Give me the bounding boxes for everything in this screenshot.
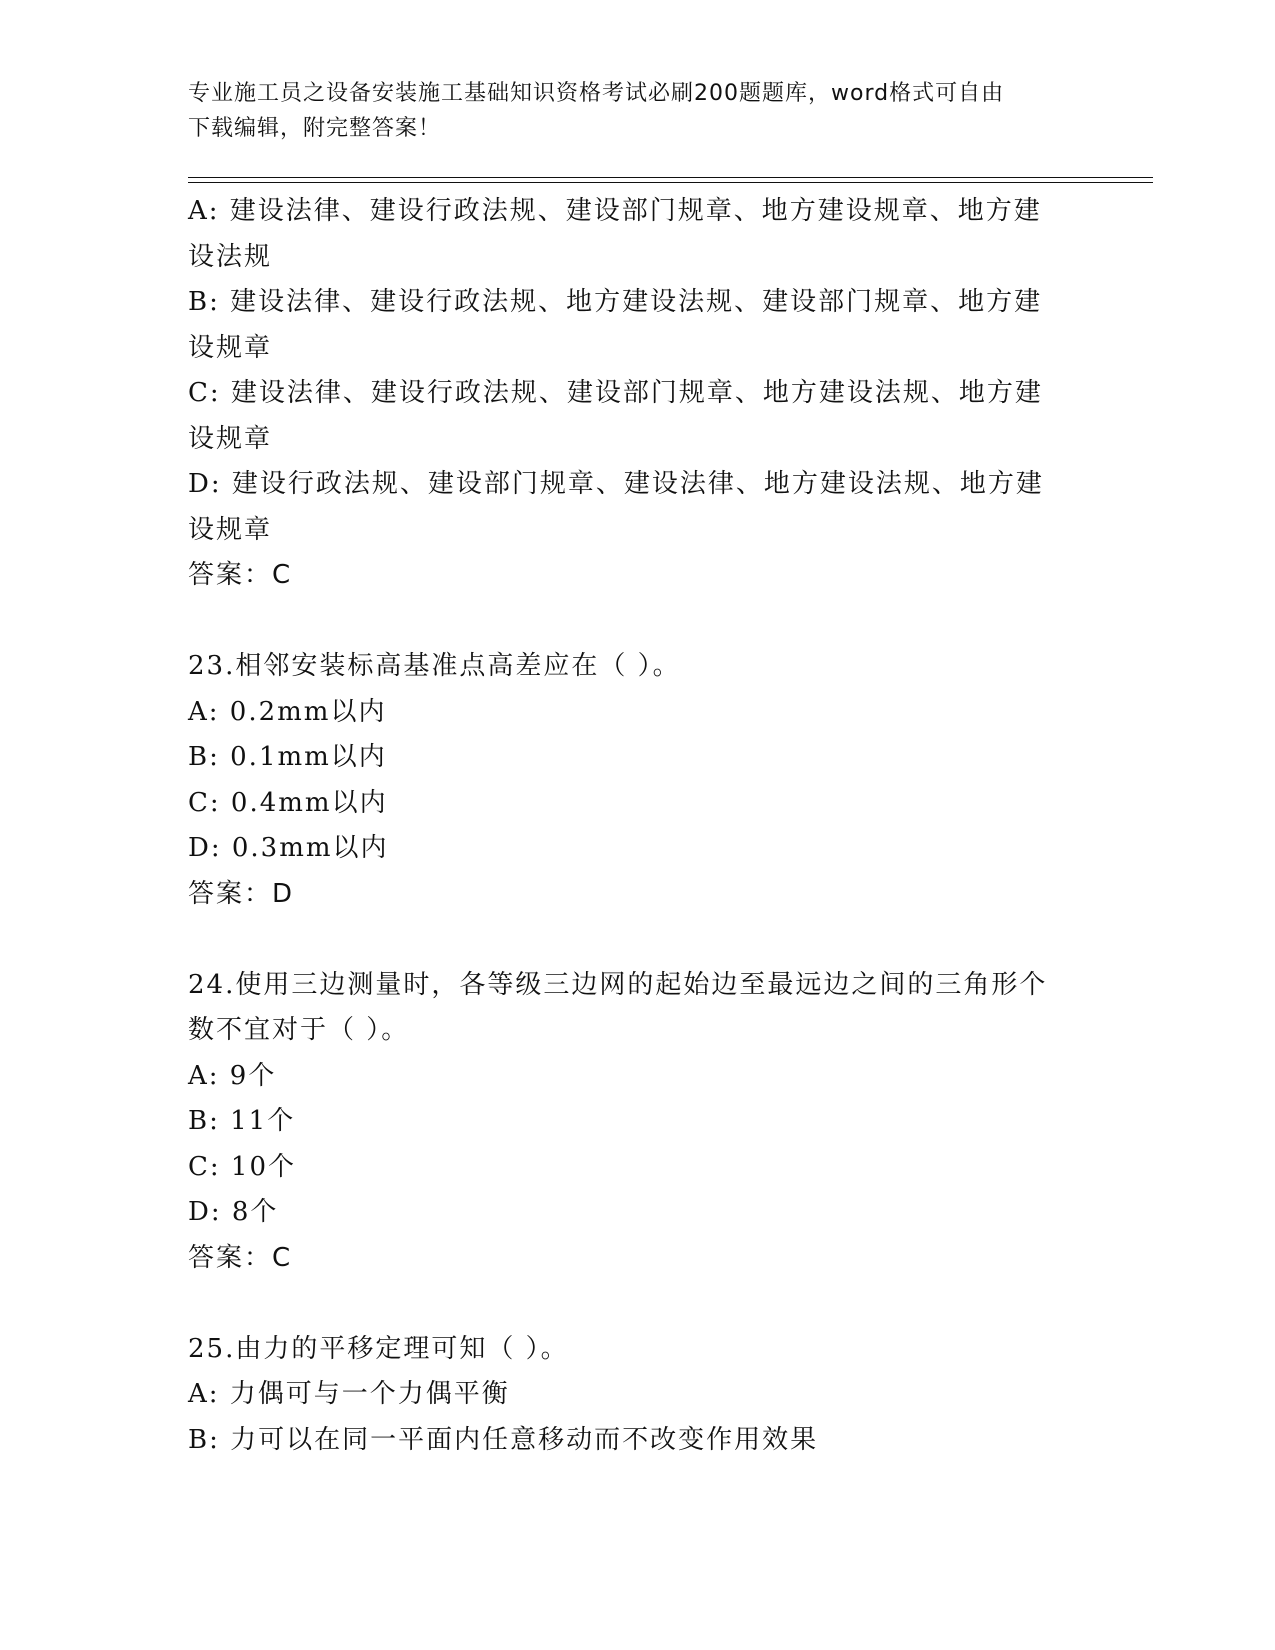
option-line: D: 建设行政法规、建设部门规章、建设法律、地方建设法规、地方建 — [188, 469, 1044, 499]
header-line-2: 下载编辑，附完整答案！ — [188, 116, 442, 141]
option-a — [188, 189, 1088, 280]
option-c: C: 10个 — [188, 1151, 297, 1182]
option-line: 设规章 — [188, 332, 273, 363]
question-23 — [188, 644, 1088, 917]
header-divider-top — [188, 177, 1153, 178]
answer-text: 答案：C — [188, 1242, 293, 1273]
option-c: C: 0.4mm以内 — [188, 787, 388, 818]
option-a: A: 0.2mm以内 — [188, 696, 387, 727]
header-line-1: 专业施工员之设备安装施工基础知识资格考试必刷200题题库，word格式可自由 — [188, 81, 1005, 106]
option-d: D: 0.3mm以内 — [188, 833, 389, 863]
option-b: B: 11个 — [188, 1106, 296, 1136]
option-b: B: 力可以在同一平面内任意移动而不改变作用效果 — [188, 1424, 819, 1455]
option-line: C: 建设法律、建设行政法规、建设部门规章、地方建设法规、地方建 — [188, 378, 1043, 408]
option-a: A: 9个 — [188, 1060, 277, 1091]
document-header — [188, 76, 1068, 146]
question-text: 23.相邻安装标高基准点高差应在（ ）。 — [188, 651, 681, 681]
header-divider-bottom — [188, 182, 1153, 183]
option-a: A: 力偶可与一个力偶平衡 — [188, 1379, 510, 1409]
option-b: B: 0.1mm以内 — [188, 742, 387, 772]
option-c — [188, 371, 1088, 462]
document-content — [188, 189, 1088, 1463]
answer-text: 答案：D — [188, 878, 295, 909]
question-text-line-1: 24.使用三边测量时，各等级三边网的起始边至最远边之间的三角形个 — [188, 969, 1048, 1000]
question-text-line-2: 数不宜对于（ ）。 — [188, 1015, 410, 1045]
answer-text: 答案：C — [188, 560, 293, 590]
option-d — [188, 462, 1088, 553]
option-line: 设法规 — [188, 241, 273, 272]
question-25 — [188, 1327, 1088, 1464]
question-text: 25.由力的平移定理可知（ ）。 — [188, 1333, 569, 1364]
question-22-continued — [188, 189, 1088, 599]
option-b — [188, 280, 1088, 371]
question-24 — [188, 963, 1088, 1282]
option-line: 设规章 — [188, 423, 273, 454]
option-line: A: 建设法律、建设行政法规、建设部门规章、地方建设规章、地方建 — [188, 196, 1042, 226]
option-d: D: 8个 — [188, 1197, 279, 1227]
option-line: 设规章 — [188, 514, 273, 545]
option-line: B: 建设法律、建设行政法规、地方建设法规、建设部门规章、地方建 — [188, 287, 1043, 317]
